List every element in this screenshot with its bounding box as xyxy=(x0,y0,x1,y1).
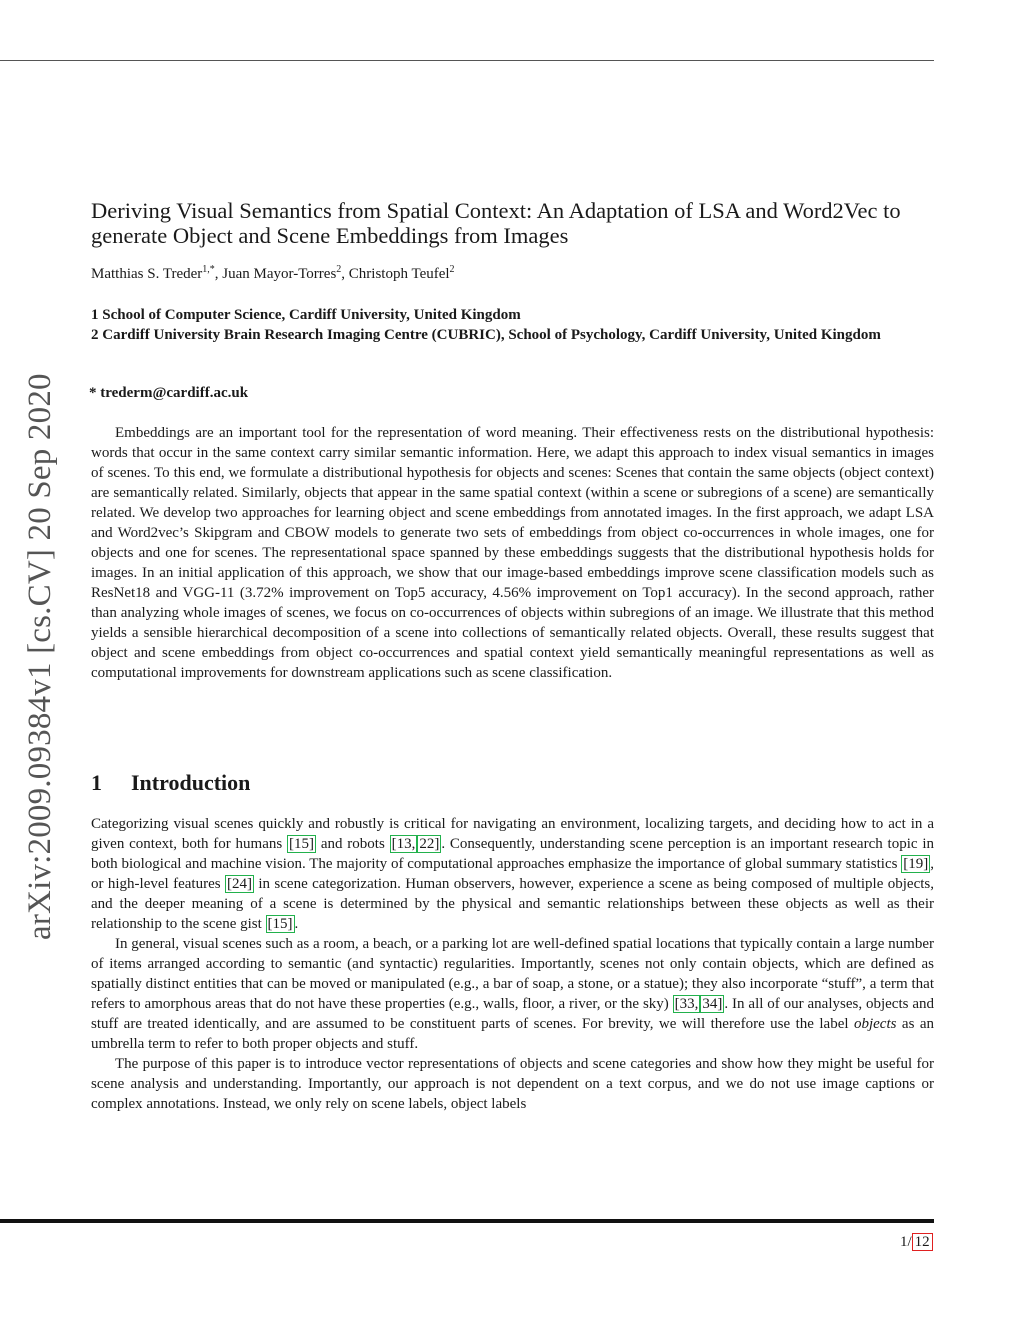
section-heading xyxy=(91,770,250,796)
paragraph-3: The purpose of this paper is to introduce vector representations of objects and scene categories and show how they might be useful for scene analysis and understanding. Importantly, our approach is not dependent on a text corpus, and we do not use image captions or complex annotations. Instead, we only rely on scene labels, object labels xyxy=(91,1056,934,1112)
text-run: , or high-level features xyxy=(91,856,934,892)
citation-link[interactable]: [33, xyxy=(674,996,699,1012)
text-run: in scene categorization. Human observers, however, experience a scene as being composed of multiple objects, and the deeper meaning of a scene is determined by the physical and semantic relationships between these objects as well as their relationship to the scene gist xyxy=(91,876,935,932)
author-affiliation-mark: 1,* xyxy=(202,264,215,275)
citation-link[interactable]: 22] xyxy=(419,836,440,852)
corresponding-email: * trederm@cardiff.ac.uk xyxy=(89,385,249,401)
text-run: and robots xyxy=(316,836,390,852)
total-pages-link[interactable]: 12 xyxy=(912,1233,933,1251)
abstract: Embeddings are an important tool for the representation of word meaning. Their effectiveness rests on the distributional hypothesis: words that occur in the same context carry similar semantic information. Here, we adapt this approach to index visual semantics in images of scenes. To this end, we formulate a distributional hypothesis for objects and scenes: Scenes that contain the same objects (object context) are semantically related. Similarly, objects that appear in the same spatial context (within a scene or subregions of a scene) are semantically related. We develop two approaches for learning object and scene embeddings from annotated images. In the first approach, we adapt LSA and Word2vec’s Skipgram and CBOW models to generate two sets of embeddings from object co-occurrences in whole images, one for objects and one for scenes. The representational space spanned by these embeddings suggests that the distributional hypothesis holds for images. In an initial application of this approach, we show that our image-based embeddings improve scene classification models such as ResNet18 and VGG-11 (3.72% improvement on Top5 accuracy, 4.56% improvement on Top1 accuracy). In the second approach, rather than analyzing whole images of scenes, we focus on co-occurrences of objects within subregions of an image. We illustrate that this method yields a sensible hierarchical decomposition of a scene into collections of semantically related objects. Overall, these results suggest that object and scene embeddings from object co-occurrences and spatial context yield semantically meaningful representations as well as computational improvements for downstream applications such as scene classification. xyxy=(91,425,934,681)
citation-link[interactable]: [24] xyxy=(226,876,252,892)
emphasis: objects xyxy=(853,1016,897,1032)
text-run: . xyxy=(294,916,299,932)
author-name: Juan Mayor-Torres xyxy=(222,266,337,282)
text-run: Categorizing visual scenes quickly and robustly is critical for navigating an environment, localizing targets, and deciding how to act in a given context, both for humans xyxy=(91,816,934,852)
affiliations xyxy=(91,305,934,345)
bottom-rule xyxy=(0,1219,934,1223)
affiliation-1: 1 School of Computer Science, Cardiff University, United Kingdom xyxy=(91,307,521,323)
author-list: Matthias S. Treder$^{1,*}$, Juan Mayor-Torres$^2$, Christoph Teufel$^2$ xyxy=(91,264,455,282)
text-run: In general, visual scenes such as a room, a beach, or a parking lot are well-defined spatial locations that typically contain a large number of items arranged according to semantic (and syntactic) regularities. Importantly, scenes not only contain objects, which are defined as spatially distinct entities that can be moved or manipulated (e.g., a bar of soap, a stone, or a statue); they also incorporate “stuff”, a term that refers to amorphous areas that do not have these properties (e.g., walls, floor, a river, or the sky) xyxy=(91,936,934,1012)
arxiv-identifier: arXiv:2009.09384v1 [cs.CV] 20 Sep 2020 xyxy=(22,373,58,940)
citation-link[interactable]: [15] xyxy=(267,916,293,932)
current-page: 1/ xyxy=(900,1234,912,1250)
citation-link[interactable]: [19] xyxy=(903,856,929,872)
paragraph-1 xyxy=(91,814,934,934)
author-affiliation-mark: 2 xyxy=(449,264,455,275)
section-number: 1 xyxy=(91,770,102,795)
text-run: . In all of our analyses, objects and stuff are treated identically, and are assumed to be constituent parts of scenes. For brevity, we will therefore use the label xyxy=(91,996,934,1032)
paper-title: Deriving Visual Semantics from Spatial Context: An Adaptation of LSA and Word2Vec to generate Object and Scene Embeddings from Images xyxy=(91,198,901,248)
paragraph-2 xyxy=(91,934,934,1054)
author-affiliation-mark: 2 xyxy=(336,264,342,275)
text-run: as an umbrella term to refer to both proper objects and stuff. xyxy=(91,1016,934,1052)
body-text xyxy=(91,814,934,1114)
citation-link[interactable]: [15] xyxy=(289,836,315,852)
citation-link[interactable]: [13, xyxy=(391,836,416,852)
citation-link[interactable]: 34] xyxy=(702,996,723,1012)
section-title: Introduction xyxy=(131,770,251,795)
author-name: Matthias S. Treder xyxy=(91,266,203,282)
page-number xyxy=(900,1234,933,1251)
top-rule xyxy=(0,60,934,61)
affiliation-2: 2 Cardiff University Brain Research Imaging Centre (CUBRIC), School of Psychology, Cardiff University, United Kingdom xyxy=(91,327,881,343)
author-name: Christoph Teufel xyxy=(348,266,450,282)
text-run: . Consequently, understanding scene perception is an important research topic in both biological and machine vision. The majority of computational approaches emphasize the importance of global summary statistics xyxy=(91,836,934,872)
